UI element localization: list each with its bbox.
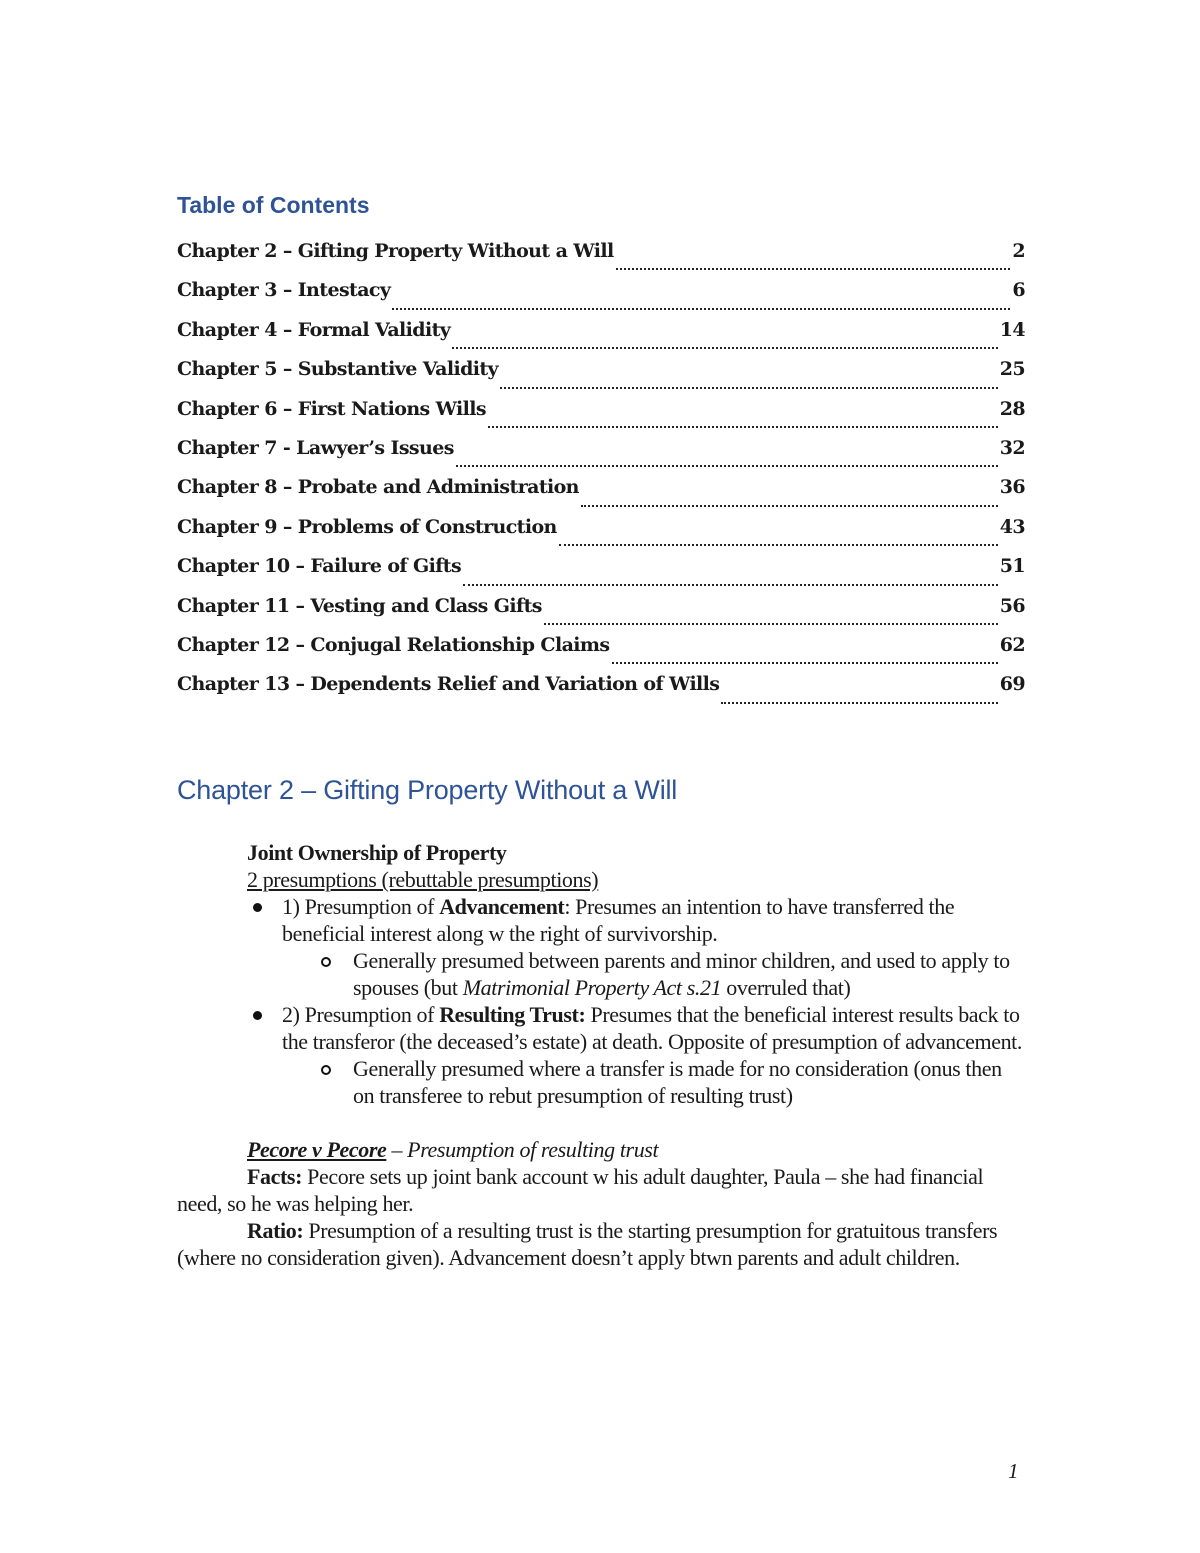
presumptions-intro: 2 presumptions (rebuttable presumptions) (247, 867, 599, 892)
blank-line (177, 1109, 1027, 1136)
chapter-heading: Chapter 2 – Gifting Property Without a Will (177, 775, 678, 805)
toc-entry-label: Chapter 10 – Failure of Gifts (177, 555, 462, 578)
toc-entry[interactable] (177, 634, 1025, 673)
toc-entry-label: Chapter 13 – Dependents Relief and Variation of Wills (177, 673, 720, 696)
toc-entry-page: 14 (999, 318, 1025, 341)
bullet-resulting-trust (177, 1001, 1027, 1055)
advancement-prefix: 1) Presumption of (282, 894, 440, 919)
toc-entry-label: Chapter 6 – First Nations Wills (177, 397, 487, 420)
toc-entry[interactable] (177, 240, 1025, 279)
toc-leader-dots (488, 425, 998, 428)
toc-title: Table of Contents (177, 192, 370, 218)
presumptions-intro-line (177, 866, 1027, 893)
toc-entry[interactable] (177, 516, 1025, 555)
toc-entry-label: Chapter 8 – Probate and Administration (177, 476, 579, 499)
resulting-trust-prefix: 2) Presumption of (282, 1002, 440, 1027)
toc-entry[interactable] (177, 358, 1025, 397)
case-dash: – (386, 1137, 408, 1162)
advancement-sub-italic: Matrimonial Property Act s.21 (462, 975, 722, 1000)
case-name: Pecore v Pecore (247, 1137, 387, 1162)
ratio-label: Ratio: (247, 1218, 304, 1243)
bullet-dot-icon (253, 1011, 262, 1020)
chapter-body (177, 812, 1027, 1271)
toc-entry-page: 51 (999, 555, 1025, 578)
advancement-rest: : Presumes an intention to have transferred the beneficial interest along w the right of survivorship. (282, 894, 955, 946)
toc-entry-page: 69 (999, 673, 1025, 696)
toc-entry-label: Chapter 4 – Formal Validity (177, 318, 451, 341)
toc-leader-dots (456, 464, 998, 467)
sub-bullet-resulting-trust (177, 1055, 1027, 1109)
toc-leader-dots (452, 346, 998, 349)
bullet-circle-icon (321, 957, 331, 967)
advancement-sub-after: overruled that) (721, 975, 851, 1000)
advancement-sub-before: Generally presumed between parents and minor children, and used to apply to spouses (but (353, 948, 1010, 1000)
toc-entry[interactable] (177, 398, 1025, 437)
toc-entry-page: 36 (999, 476, 1025, 499)
toc-entry-label: Chapter 5 – Substantive Validity (177, 358, 498, 381)
toc-entry-label: Chapter 2 – Gifting Property Without a Will (177, 240, 614, 262)
toc-entry[interactable] (177, 319, 1025, 358)
toc-entry-page: 62 (999, 633, 1025, 656)
page-number: 1 (1008, 1459, 1019, 1483)
toc-entry-label: Chapter 12 – Conjugal Relationship Claims (177, 633, 610, 656)
toc-entry-label: Chapter 7 - Lawyer’s Issues (177, 436, 454, 459)
section-title: Joint Ownership of Property (247, 840, 507, 865)
toc-leader-dots (581, 504, 998, 507)
facts-paragraph (177, 1163, 1027, 1217)
toc-leader-dots (392, 307, 1010, 310)
toc-leader-dots (559, 543, 998, 546)
toc-entry-page: 6 (1012, 279, 1025, 302)
toc-entry-page: 56 (999, 594, 1025, 617)
blank-line (177, 812, 1027, 839)
case-title-line (177, 1136, 1027, 1163)
ratio-text: Presumption of a resulting trust is the starting presumption for gratuitous transfers (where no consideration given). Advancement doesn’t apply btwn parents and adult children. (177, 1218, 998, 1270)
toc-leader-dots (721, 701, 997, 704)
table-of-contents (177, 240, 1025, 713)
bullet-dot-icon (253, 903, 262, 912)
toc-leader-dots (463, 583, 998, 586)
toc-entry-page: 32 (999, 436, 1025, 459)
toc-leader-dots (500, 386, 998, 389)
toc-leader-dots (544, 622, 998, 625)
ratio-paragraph (177, 1217, 1027, 1271)
toc-entry[interactable] (177, 595, 1025, 634)
toc-leader-dots (616, 267, 1011, 270)
bullet-advancement (177, 893, 1027, 947)
toc-entry-label: Chapter 11 – Vesting and Class Gifts (177, 594, 542, 617)
toc-entry[interactable] (177, 279, 1025, 318)
bullet-circle-icon (321, 1065, 331, 1075)
facts-label: Facts: (247, 1164, 303, 1189)
facts-text: Pecore sets up joint bank account w his adult daughter, Paula – she had financial need, so he was helping her. (177, 1164, 984, 1216)
case-subtitle: Presumption of resulting trust (407, 1137, 659, 1162)
toc-entry-page: 43 (999, 515, 1025, 538)
toc-entry-page: 2 (1012, 240, 1025, 262)
resulting-trust-sub: Generally presumed where a transfer is made for no consideration (onus then on transferee to rebut presumption of resulting trust) (353, 1056, 1002, 1108)
toc-entry-label: Chapter 9 – Problems of Construction (177, 515, 557, 538)
resulting-trust-term: Resulting Trust: (439, 1002, 586, 1027)
toc-leader-dots (612, 661, 998, 664)
toc-entry[interactable] (177, 437, 1025, 476)
toc-entry[interactable] (177, 673, 1025, 712)
sub-bullet-advancement (177, 947, 1027, 1001)
toc-entry-page: 25 (999, 358, 1025, 381)
advancement-term: Advancement (439, 894, 565, 919)
toc-entry-label: Chapter 3 – Intestacy (177, 279, 391, 302)
toc-entry[interactable] (177, 476, 1025, 515)
toc-entry-page: 28 (999, 397, 1025, 420)
toc-entry[interactable] (177, 555, 1025, 594)
section-title-line (177, 839, 1027, 866)
resulting-trust-rest: Presumes that the beneficial interest results back to the transferor (the deceased’s estate) at death. Opposite of presumption of advancement. (282, 1002, 1022, 1054)
